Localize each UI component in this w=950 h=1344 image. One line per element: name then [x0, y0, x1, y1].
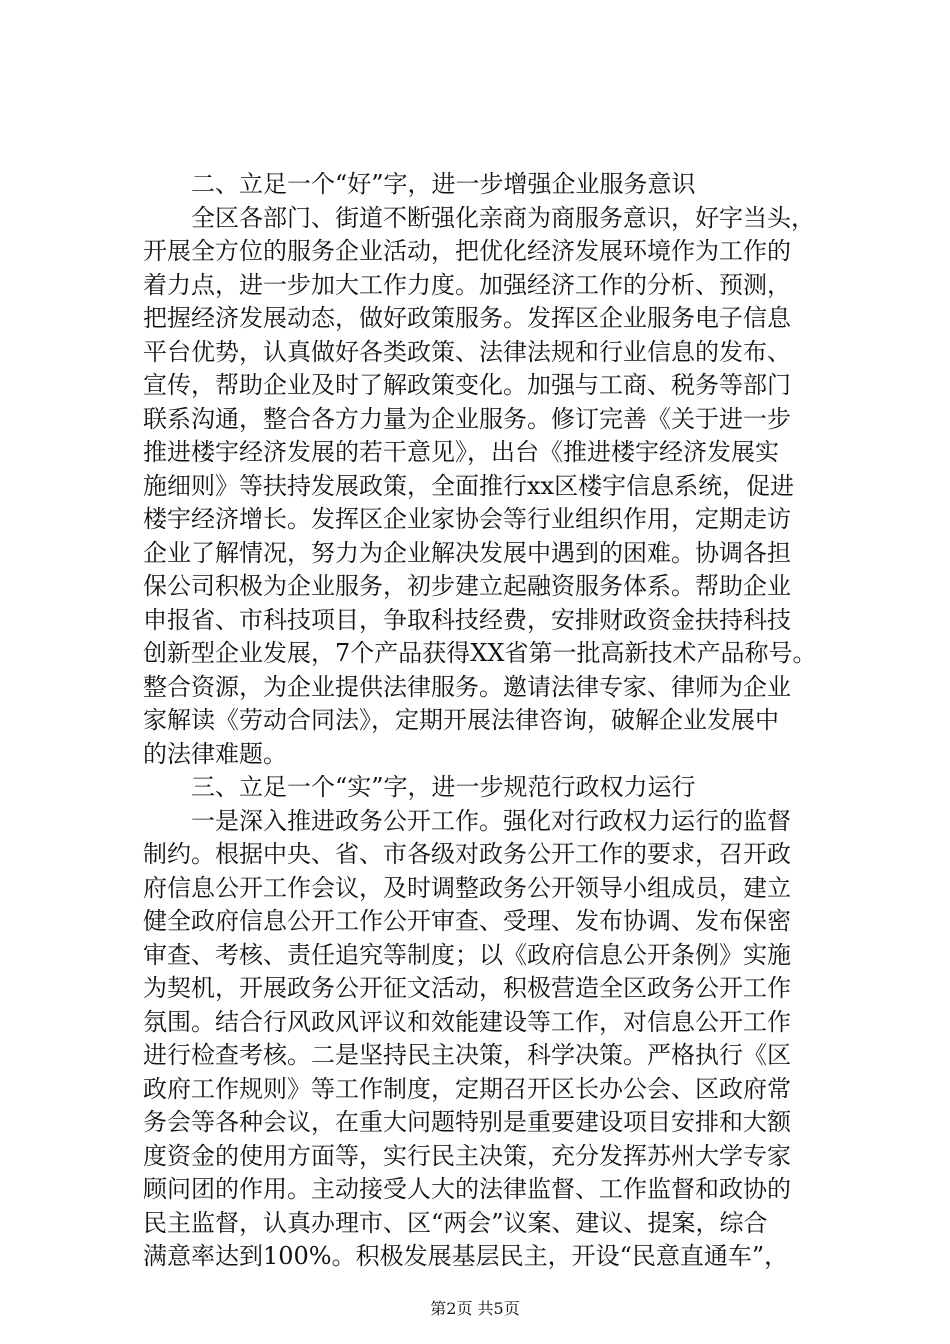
section-heading: 二、立足一个“好”字，进一步增强企业服务意识 [191, 170, 696, 198]
paragraph-line: 民主监督，认真办理市、区“两会”议案、建议、提案，综合 [143, 1208, 768, 1237]
paragraph-line: 宣传，帮助企业及时了解政策变化。加强与工商、税务等部门 [143, 371, 791, 399]
paragraph-line: 着力点，进一步加大工作力度。加强经济工作的分析、预测， [143, 270, 791, 299]
paragraph-line: 家解读《劳动合同法》，定期开展法律咨询，破解企业发展中 [143, 706, 779, 734]
paragraph-line: 把握经济发展动态，做好政策服务。发挥区企业服务电子信息 [143, 304, 791, 332]
paragraph-line: 联系沟通，整合各方力量为企业服务。修订完善《关于进一步 [143, 404, 791, 433]
page-number-footer: 第2页 共5页 [430, 1299, 520, 1318]
paragraph-line: 保公司积极为企业服务，初步建立起融资服务体系。帮助企业 [143, 572, 791, 600]
paragraph-line: 推进楼宇经济发展的若干意见》，出台《推进楼宇经济发展实 [143, 438, 779, 466]
paragraph-line: 开展全方位的服务企业活动，把优化经济发展环境作为工作的 [143, 237, 791, 265]
paragraph-line: 施细则》等扶持发展政策，全面推行xx区楼宇信息系统，促进 [143, 471, 795, 500]
paragraph-line: 政府工作规则》等工作制度，定期召开区长办公会、区政府常 [143, 1074, 791, 1103]
paragraph-line: 创新型企业发展，7个产品获得XX省第一批高新技术产品称号。 [143, 639, 817, 667]
paragraph-line: 健全政府信息公开工作公开审查、受理、发布协调、发布保密 [143, 907, 791, 935]
paragraph-line: 氛围。结合行风政风评议和效能建设等工作，对信息公开工作 [143, 1007, 791, 1036]
section-heading: 三、立足一个“实”字，进一步规范行政权力运行 [191, 773, 696, 801]
paragraph-line: 府信息公开工作会议，及时调整政务公开领导小组成员，建立 [143, 873, 791, 902]
paragraph-line: 的法律难题。 [143, 739, 287, 768]
document-body [143, 168, 823, 1274]
paragraph-line: 一是深入推进政务公开工作。强化对行政权力运行的监督 [191, 806, 791, 835]
paragraph-line: 全区各部门、街道不断强化亲商为商服务意识，好字当头， [191, 203, 815, 232]
paragraph-line: 顾问团的作用。主动接受人大的法律监督、工作监督和政协的 [143, 1175, 791, 1203]
paragraph-line: 楼宇经济增长。发挥区企业家协会等行业组织作用，定期走访 [143, 505, 791, 533]
paragraph-line: 平台优势，认真做好各类政策、法律法规和行业信息的发布、 [143, 337, 791, 366]
paragraph-line: 企业了解情况，努力为企业解决发展中遇到的困难。协调各担 [143, 538, 791, 567]
paragraph-line: 度资金的使用方面等，实行民主决策，充分发挥苏州大学专家 [143, 1141, 791, 1170]
paragraph-line: 审查、考核、责任追究等制度；以《政府信息公开条例》实施 [143, 940, 791, 969]
paragraph-line: 进行检查考核。二是坚持民主决策，科学决策。严格执行《区 [143, 1041, 791, 1069]
paragraph-line: 制约。根据中央、省、市各级对政务公开工作的要求，召开政 [143, 840, 791, 868]
paragraph-line: 务会等各种会议，在重大问题特别是重要建设项目安排和大额 [143, 1108, 791, 1136]
paragraph-line: 为契机，开展政务公开征文活动，积极营造全区政务公开工作 [143, 974, 791, 1002]
paragraph-line: 满意率达到100%。积极发展基层民主，开设“民意直通车”， [143, 1242, 789, 1270]
paragraph-line: 整合资源，为企业提供法律服务。邀请法律专家、律师为企业 [143, 672, 791, 701]
paragraph-line: 申报省、市科技项目，争取科技经费，安排财政资金扶持科技 [143, 605, 791, 634]
